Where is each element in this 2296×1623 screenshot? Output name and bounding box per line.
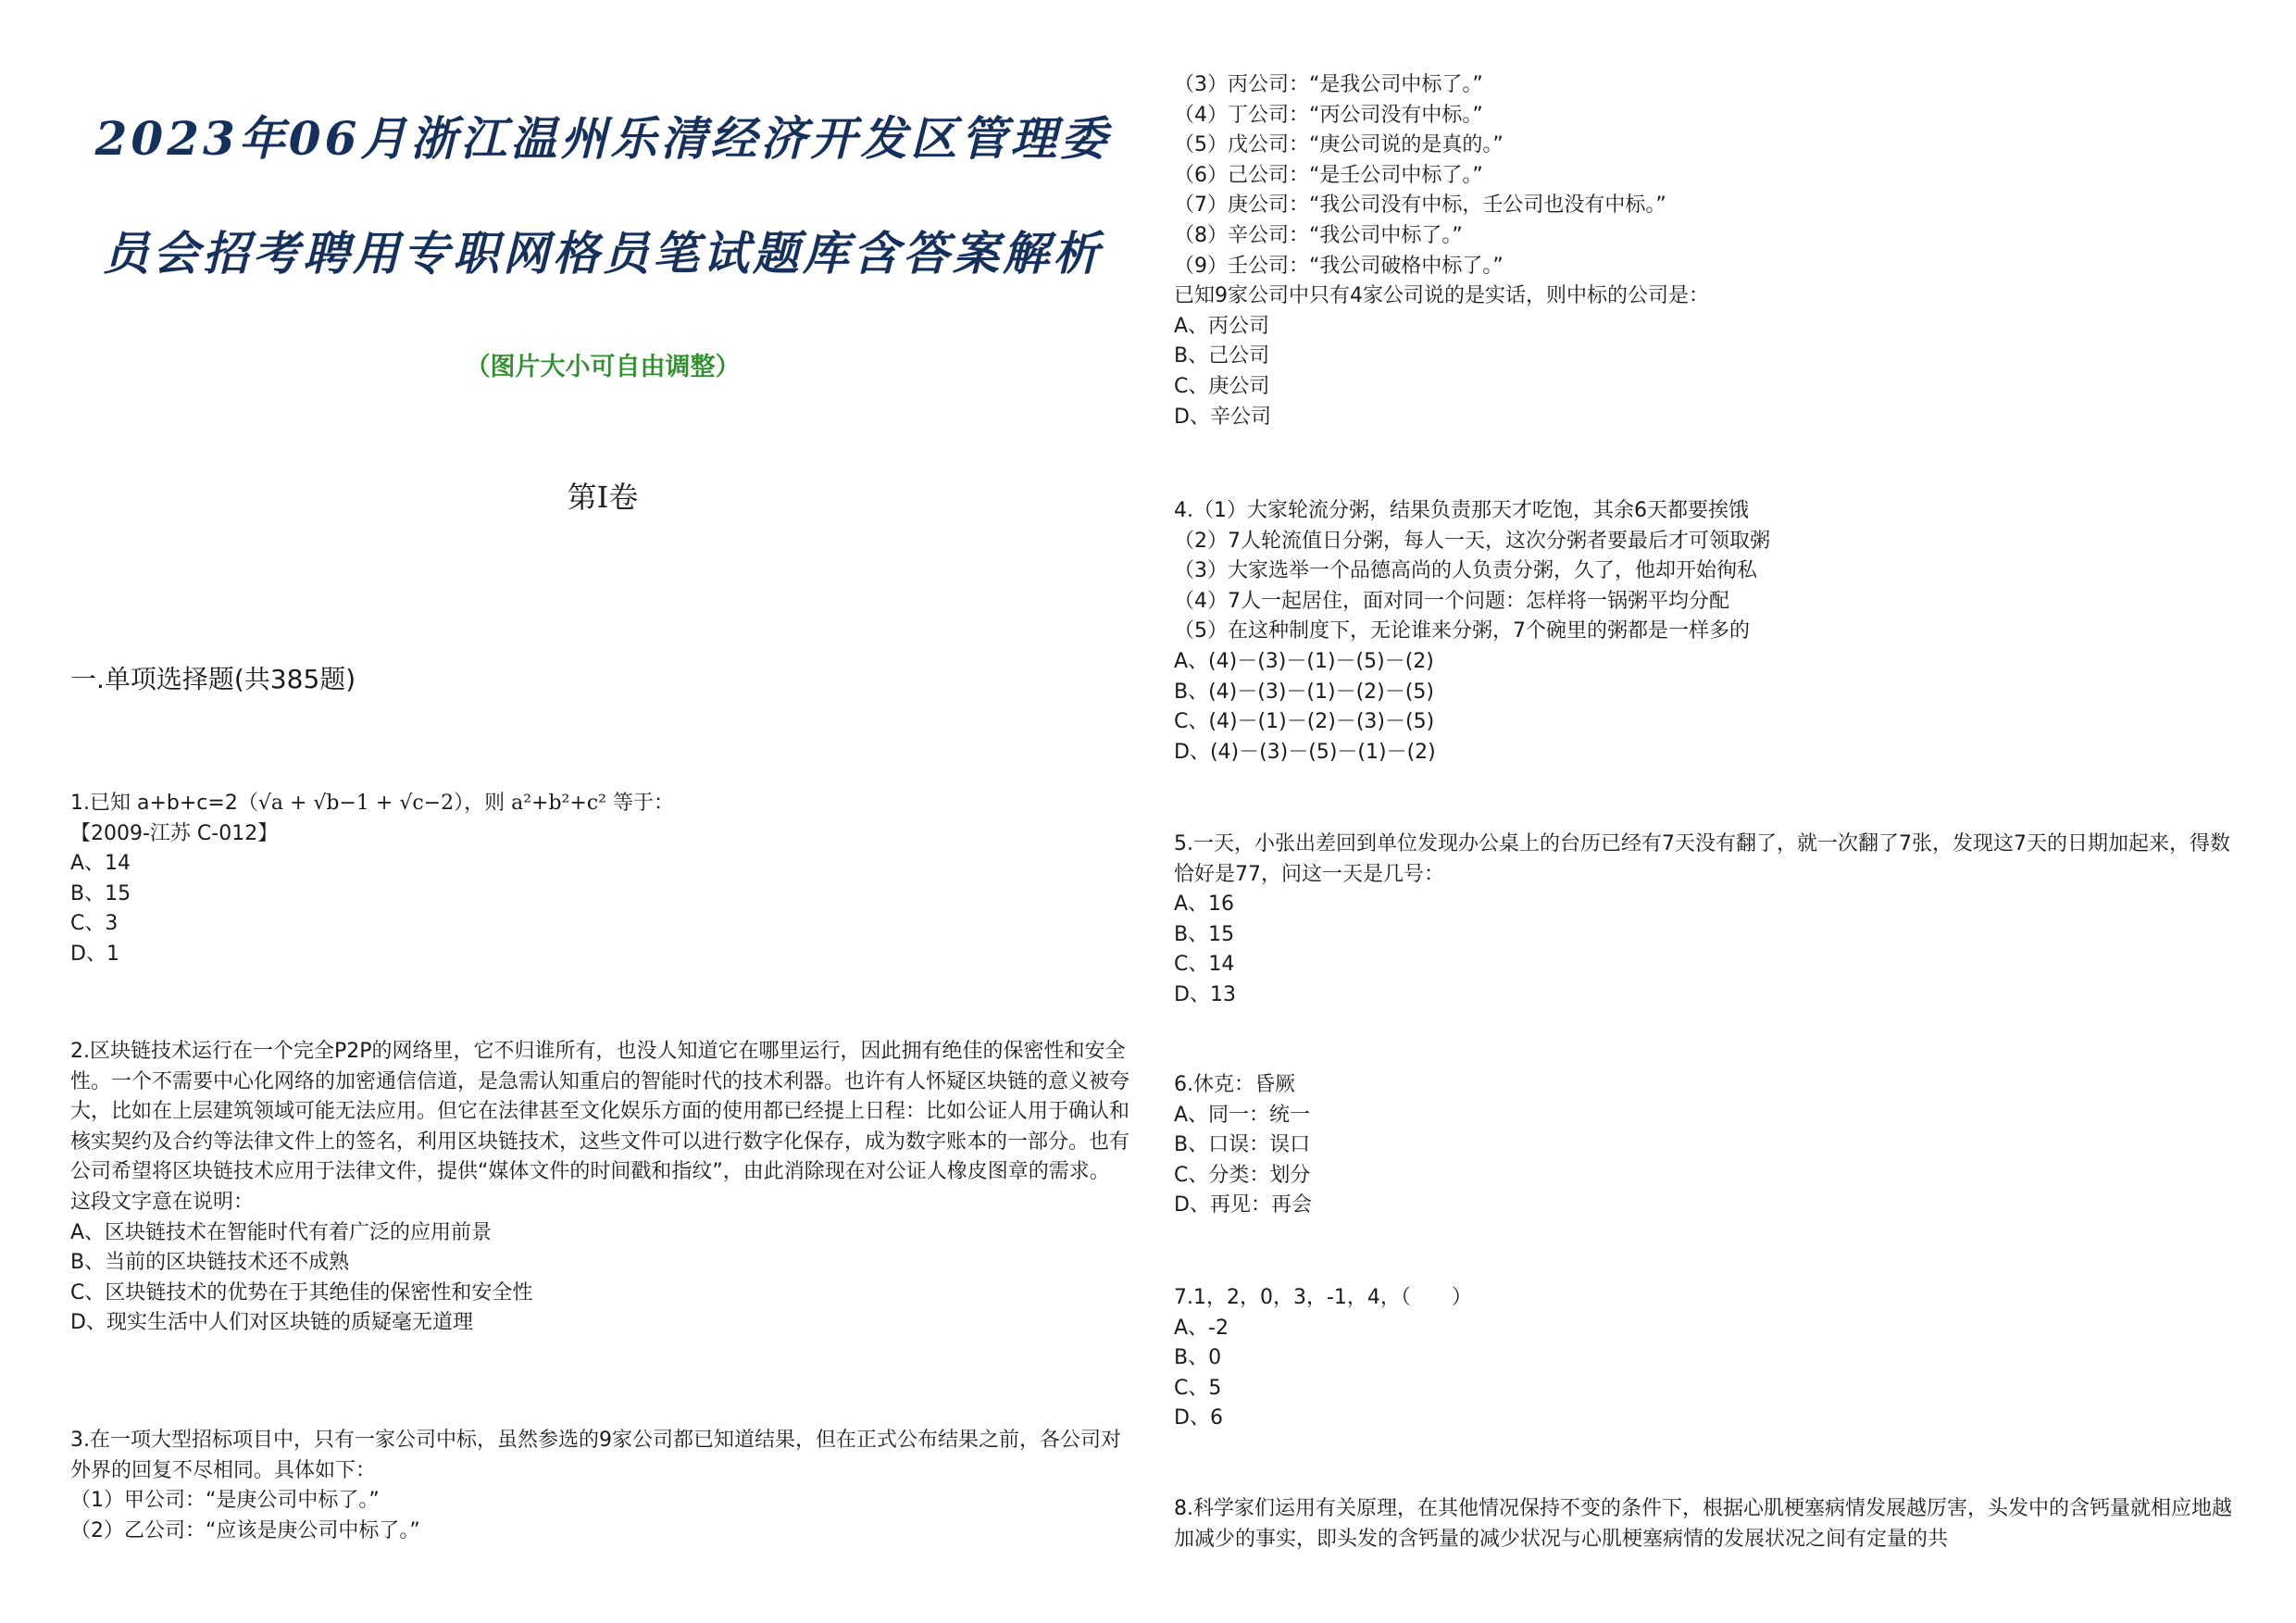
option: A、丙公司: [1174, 314, 1270, 338]
option: B、口误：误口: [1174, 1133, 1311, 1157]
option: B、(4)－(3)－(1)－(2)－(5): [1174, 680, 1434, 704]
statement: （6）己公司：“是壬公司中标了。”: [1174, 163, 1483, 187]
statement: （2）7人轮流值日分粥，每人一天，这次分粥者要最后才可领取粥: [1174, 529, 1770, 553]
question-7: [1174, 1283, 2239, 1434]
question-source: 【2009-江苏 C-012】: [70, 821, 279, 845]
question-1: [70, 789, 1135, 970]
statement: （5）戊公司：“庚公司说的是真的。”: [1174, 133, 1504, 157]
document-subtitle: （图片大小可自由调整）: [465, 353, 741, 381]
question-stem: 3.在一项大型招标项目中，只有一家公司中标，虽然参选的9家公司都已知道结果，但在正式公布结果之前，各公司对外界的回复不尽相同。具体如下：: [70, 1429, 1121, 1482]
statement: （3）大家选举一个品德高尚的人负责分粥，久了，他却开始徇私: [1174, 559, 1757, 583]
statement: 4.（1）大家轮流分粥，结果负责那天才吃饱，其余6天都要挨饿: [1174, 499, 1749, 522]
option: B、15: [70, 881, 131, 905]
question-2: [70, 1037, 1135, 1339]
statement: （4）7人一起居住，面对同一个问题：怎样将一锅粥平均分配: [1174, 589, 1729, 613]
option: B、15: [1174, 922, 1235, 946]
sqrt-formula: √a + √b−1 + √c−2: [257, 792, 455, 815]
option: C、5: [1174, 1376, 1222, 1400]
question-stem: 6.休克：昏厥: [1174, 1073, 1295, 1096]
question-stem: 2.区块链技术运行在一个完全P2P的网络里，它不归谁所有，也没人知道它在哪里运行，因此拥有绝佳的保密性和安全性。一个不需要中心化网络的加密通信信道，是急需认知重启的智能时代的技术利器。也许有人怀疑区块链的意义被夸大，比如在上层建筑领域可能无法应用。但它在法律甚至文化娱乐方面的使用都已经提上日程：比如公证人用于确认和核实契约及合约等法律文件上的签名，利用区块链技术，这些文件可以进行数字化保存，成为数字账本的一部分。也有公司希望将区块链技术应用于法律文件，提供“媒体文件的时间戳和指纹”，由此消除现在对公证人橡皮图章的需求。: [70, 1040, 1130, 1184]
option: A、14: [70, 852, 131, 876]
document-title: 2023年06月浙江温州乐清经济开发区管理委员会招考聘用专职网格员笔试题库含答案解析: [94, 111, 1111, 281]
question-6: [1174, 1070, 2239, 1221]
question-3-continued: [1174, 70, 2239, 432]
statement: （7）庚公司：“我公司没有中标，壬公司也没有中标。”: [1174, 194, 1666, 218]
option: C、3: [70, 912, 119, 936]
volume-heading: 第Ⅰ卷: [567, 480, 639, 515]
option: C、14: [1174, 953, 1235, 977]
question-stem: 1.已知 a+b+c=2（√a + √b−1 + √c−2），则 a²+b²+c² 等于：: [70, 792, 674, 815]
option: C、分类：划分: [1174, 1163, 1311, 1187]
question-4: [1174, 496, 2239, 768]
statement: （1）甲公司：“是庚公司中标了。”: [70, 1489, 380, 1513]
option: A、-2: [1174, 1316, 1229, 1340]
question-stem: 8.科学家们运用有关原理，在其他情况保持不变的条件下，根据心肌梗塞病情发展越厉害，头发中的含钙量就相应地越加减少的事实，即头发的含钙量的减少状况与心肌梗塞病情的发展状况之间有定量的共: [1174, 1497, 2232, 1551]
statement: （3）丙公司：“是我公司中标了。”: [1174, 73, 1483, 96]
statement: （9）壬公司：“我公司破格中标了。”: [1174, 254, 1504, 278]
option: D、辛公司: [1174, 405, 1271, 429]
option: B、0: [1174, 1346, 1222, 1370]
question-stem: 7.1，2，0，3，-1，4，（ ）: [1174, 1286, 1472, 1309]
option: D、1: [70, 942, 119, 966]
option: B、当前的区块链技术还不成熟: [70, 1251, 350, 1275]
option: A、(4)－(3)－(1)－(5)－(2): [1174, 649, 1434, 673]
question-stem: 5.一天，小张出差回到单位发现办公桌上的台历已经有7天没有翻了，就一次翻了7张，发现这7天的日期加起来，得数恰好是77，问这一天是几号：: [1174, 832, 2230, 886]
option: D、现实生活中人们对区块链的质疑毫无道理: [70, 1311, 473, 1335]
question-5: [1174, 830, 2239, 1011]
option: C、庚公司: [1174, 374, 1270, 398]
option: C、(4)－(1)－(2)－(3)－(5): [1174, 710, 1435, 734]
statement: （4）丁公司：“丙公司没有中标。”: [1174, 103, 1483, 127]
question-8: [1174, 1494, 2239, 1554]
statement: （8）辛公司：“我公司中标了。”: [1174, 223, 1463, 247]
option: D、6: [1174, 1406, 1223, 1430]
question-3: [70, 1426, 1135, 1546]
option: D、再见：再会: [1174, 1193, 1312, 1217]
section-heading: 一.单项选择题(共385题): [70, 664, 356, 694]
option: A、区块链技术在智能时代有着广泛的应用前景: [70, 1220, 493, 1244]
statement: （2）乙公司：“应该是庚公司中标了。”: [70, 1518, 420, 1542]
option: D、(4)－(3)－(5)－(1)－(2): [1174, 740, 1436, 764]
option: B、己公司: [1174, 344, 1270, 368]
option: D、13: [1174, 982, 1236, 1006]
question-prompt: 这段文字意在说明：: [70, 1190, 255, 1214]
option: A、同一：统一: [1174, 1103, 1311, 1127]
option: A、16: [1174, 893, 1235, 917]
squares-expression: a²+b²+c²: [511, 792, 606, 815]
statement: （5）在这种制度下，无论谁来分粥，7个碗里的粥都是一样多的: [1174, 619, 1750, 643]
question-prompt: 已知9家公司中只有4家公司说的是实话，则中标的公司是：: [1174, 284, 1709, 308]
option: C、区块链技术的优势在于其绝佳的保密性和安全性: [70, 1280, 533, 1305]
